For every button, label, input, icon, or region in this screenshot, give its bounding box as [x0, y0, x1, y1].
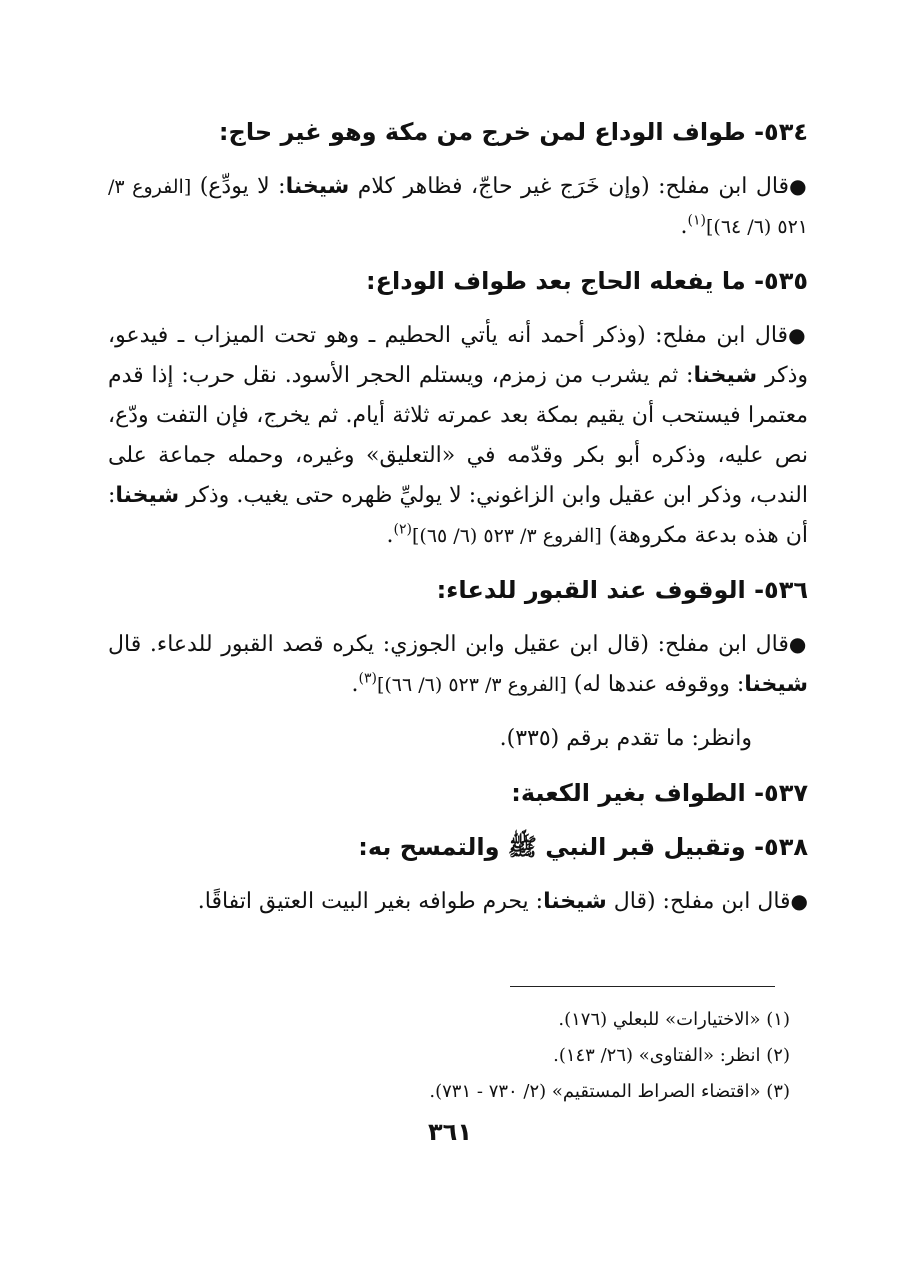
page-body — [108, 108, 808, 936]
footnote-marker-3[interactable]: (٣) — [358, 670, 377, 687]
footnote-marker-1[interactable]: (١) — [687, 212, 706, 229]
reference: [الفروع ٣/ ٥٢١ (٦/ ٦٤)] — [108, 176, 808, 238]
bullet-icon: ● — [788, 632, 808, 656]
bullet-icon: ● — [789, 174, 809, 198]
page-number: ٣٦١ — [428, 1118, 472, 1146]
paragraph-536: ●قال ابن مفلح: (قال ابن عقيل وابن الجوزي: يكره قصد القبور للدعاء. قال شيخنا: ووقوفه عندها له) [الفروع ٣/ ٥٢٣ (٦/ ٦٦)]$^{(٣)}$. — [108, 632, 808, 697]
paragraph-534: ●قال ابن مفلح: (وإن خَرَج غير حاجّ، فظاهر كلام شيخنا: لا يودِّع) [الفروع ٣/ ٥٢١ (٦/ ٦٤)]$^{(١)}$. — [108, 174, 809, 239]
section-heading-534: ٥٣٤- طواف الوداع لمن خرج من مكة وهو غير حاج: — [218, 118, 808, 146]
footnotes — [150, 1002, 790, 1110]
bold-term: شيخنا — [693, 363, 758, 388]
bold-term: شيخنا — [115, 483, 180, 508]
section-heading-535: ٥٣٥- ما يفعله الحاج بعد طواف الوداع: — [366, 267, 808, 295]
bold-term: شيخنا — [744, 672, 808, 697]
reference: [الفروع ٣/ ٥٢٣ (٦/ ٦٥)] — [412, 525, 602, 547]
section-heading-537: ٥٣٧- الطواف بغير الكعبة: — [511, 779, 808, 807]
reference: [الفروع ٣/ ٥٢٣ (٦/ ٦٦)] — [376, 674, 567, 696]
see-also-note: وانظر: ما تقدم برقم (٣٣٥). — [499, 726, 752, 751]
bullet-icon: ● — [788, 323, 808, 347]
footnote-2: (٢) انظر: «الفتاوى» (٢٦/ ١٤٣). — [553, 1045, 790, 1066]
paragraph-535: ●قال ابن مفلح: (وذكر أحمد أنه يأتي الحطيم ـ وهو تحت الميزاب ـ فيدعو، وذكر شيخنا: ثم يشرب من زمزم، ويستلم الحجر الأسود. نقل حرب: إذا قدم معتمرا فيستحب أن يقيم بمكة بعد عمرته ثلاثة أيام. ثم يخرج، فإن التفت ودّع، نص عليه، وذكره أبو بكر وقدّمه في «التعليق» وغيره، وحمله جماعة على الندب، وذكر ابن عقيل وابن الزاغوني: لا يوليِّ ظهره حتى يغيب. وذكر شيخنا: أن هذه بدعة مكروهة) [الفروع ٣/ ٥٢٣ (٦/ ٦٥)]$^{(٢)}$. — [108, 323, 808, 548]
section-heading-536: ٥٣٦- الوقوف عند القبور للدعاء: — [436, 576, 808, 604]
footnote-marker-2[interactable]: (٢) — [393, 521, 412, 538]
footnote-divider — [510, 986, 775, 987]
section-heading-538: ٥٣٨- وتقبيل قبر النبي ﷺ والتمسح به: — [358, 833, 808, 861]
footnote-3: (٣) «اقتضاء الصراط المستقيم» (٢/ ٧٣٠ - ٧٣١). — [429, 1081, 790, 1102]
footnote-1: (١) «الاختيارات» للبعلي (١٧٦). — [558, 1009, 790, 1030]
bullet-icon: ● — [790, 889, 808, 913]
bold-term: شيخنا — [543, 889, 607, 914]
paragraph-538: ●قال ابن مفلح: (قال شيخنا: يحرم طوافه بغير البيت العتيق اتفاقًا. — [197, 889, 808, 914]
bold-term: شيخنا — [285, 174, 350, 199]
